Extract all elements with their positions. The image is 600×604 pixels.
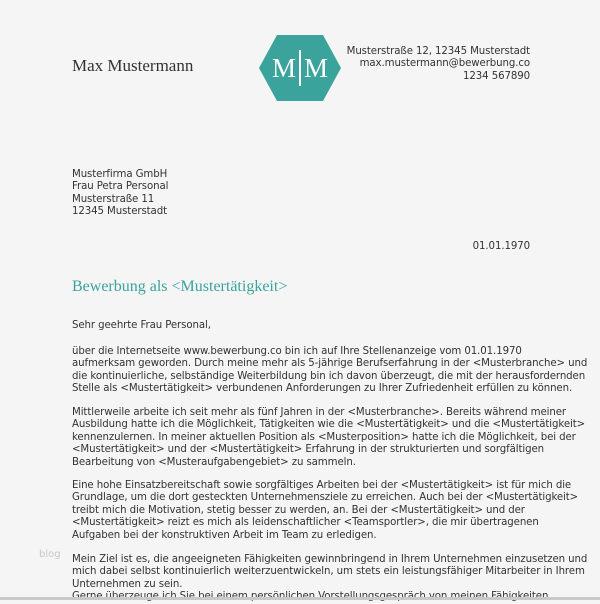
recipient-address (72, 169, 168, 219)
paragraph-line: Bearbeitung von <Musteraufgabengebiet> zu sammeln. (72, 456, 356, 468)
monogram-initials (259, 35, 341, 101)
paragraph-3 (72, 480, 578, 542)
paragraph-1 (72, 346, 587, 396)
paragraph-line: Mittlerweile arbeite ich seit mehr als fünf Jahren in der <Musterbranche>. Bereits während meiner (72, 407, 567, 418)
paragraph-line: treibt mich die Motivation, stetig besser zu werden, an. Bei der <Mustertätigkeit> und der (72, 504, 525, 516)
greeting: Sehr geehrte Frau Personal, (72, 320, 211, 331)
paragraph-line: kennenzulernen. In meiner aktuellen Position als <Musterposition> hatte ich die Möglichkeit, bei der (72, 431, 576, 443)
paragraph-line: Mein Ziel ist es, die angeeigneten Fähigkeiten gewinnbringend in Ihrem Unternehmen einzusetzen und (72, 554, 588, 565)
paragraph-line: Grundlage, um die dort gesteckten Unternehmensziele zu erreichen. Auch bei der <Mustertätigkeit> (72, 492, 579, 504)
paragraph-line: Ausbildung hatte ich die Möglichkeit, Tätigkeiten wie die <Mustertätigkeit> und die <Mustertätigkeit> (72, 419, 586, 431)
sender-name: Max Mustermann (72, 56, 194, 75)
sender-address (347, 46, 530, 83)
logo-divider (299, 50, 301, 86)
paragraph-line: aufmerksam geworden. Durch meine mehr als 5-jährige Berufserfahrung in der <Musterbranche> und (72, 358, 588, 370)
paragraph-line: über die Internetseite www.bewerbung.co bin ich auf Ihre Stellenanzeige vom 01.01.1970 (72, 346, 522, 357)
paragraph-2 (72, 407, 585, 469)
paragraph-line: die kontinuierliche, selbständige Weiterbildung bin ich davon überzeugt, die mit der herausfordernden (72, 370, 586, 382)
recipient-street: Musterstraße 11 (72, 193, 155, 205)
logo-initial-first: M (271, 52, 296, 83)
paragraph-line: <Mustertätigkeit> und der <Mustertätigkeit> Erfahrung in der strukturierten und sorgfältigen (72, 444, 544, 456)
recipient-company: Musterfirma GmbH (72, 169, 168, 180)
watermark: blog (39, 549, 61, 560)
sender-email: max.mustermann@bewerbung.co (359, 58, 530, 70)
sender-phone: 1234 567890 (463, 70, 530, 82)
paragraph-line: mich dabei selbst kontinuierlich weiterzuentwickeln, um stets ein leistungsfähiger Mitarbeiter in Ihrem (72, 566, 585, 578)
paragraph-line: Aufgaben bei der konstruktiven Arbeit im Team zu erledigen. (72, 529, 377, 541)
recipient-person: Frau Petra Personal (72, 181, 169, 193)
paragraph-line: Unternehmen zu sein. (72, 578, 183, 590)
paragraph-line: Stelle als <Mustertätigkeit> verbundenen Anforderungen zu Ihrer Zufriedenheit erfüllen zu können. (72, 383, 573, 395)
paragraph-line: <Mustertätigkeit> reizt es mich als leidenschaftlicher <Teamsportler>, die mir übertragenen (72, 517, 539, 529)
recipient-city: 12345 Musterstadt (72, 206, 167, 218)
logo-initial-second: M (304, 52, 329, 83)
letter-subject: Bewerbung als <Mustertätigkeit> (72, 278, 288, 295)
letter-date: 01.01.1970 (472, 241, 530, 252)
paragraph-line: Eine hohe Einsatzbereitschaft sowie sorgfältiges Arbeiten bei der <Mustertätigkeit> ist für mich die (72, 480, 572, 491)
sender-street: Musterstraße 12, 12345 Musterstadt (346, 46, 530, 57)
